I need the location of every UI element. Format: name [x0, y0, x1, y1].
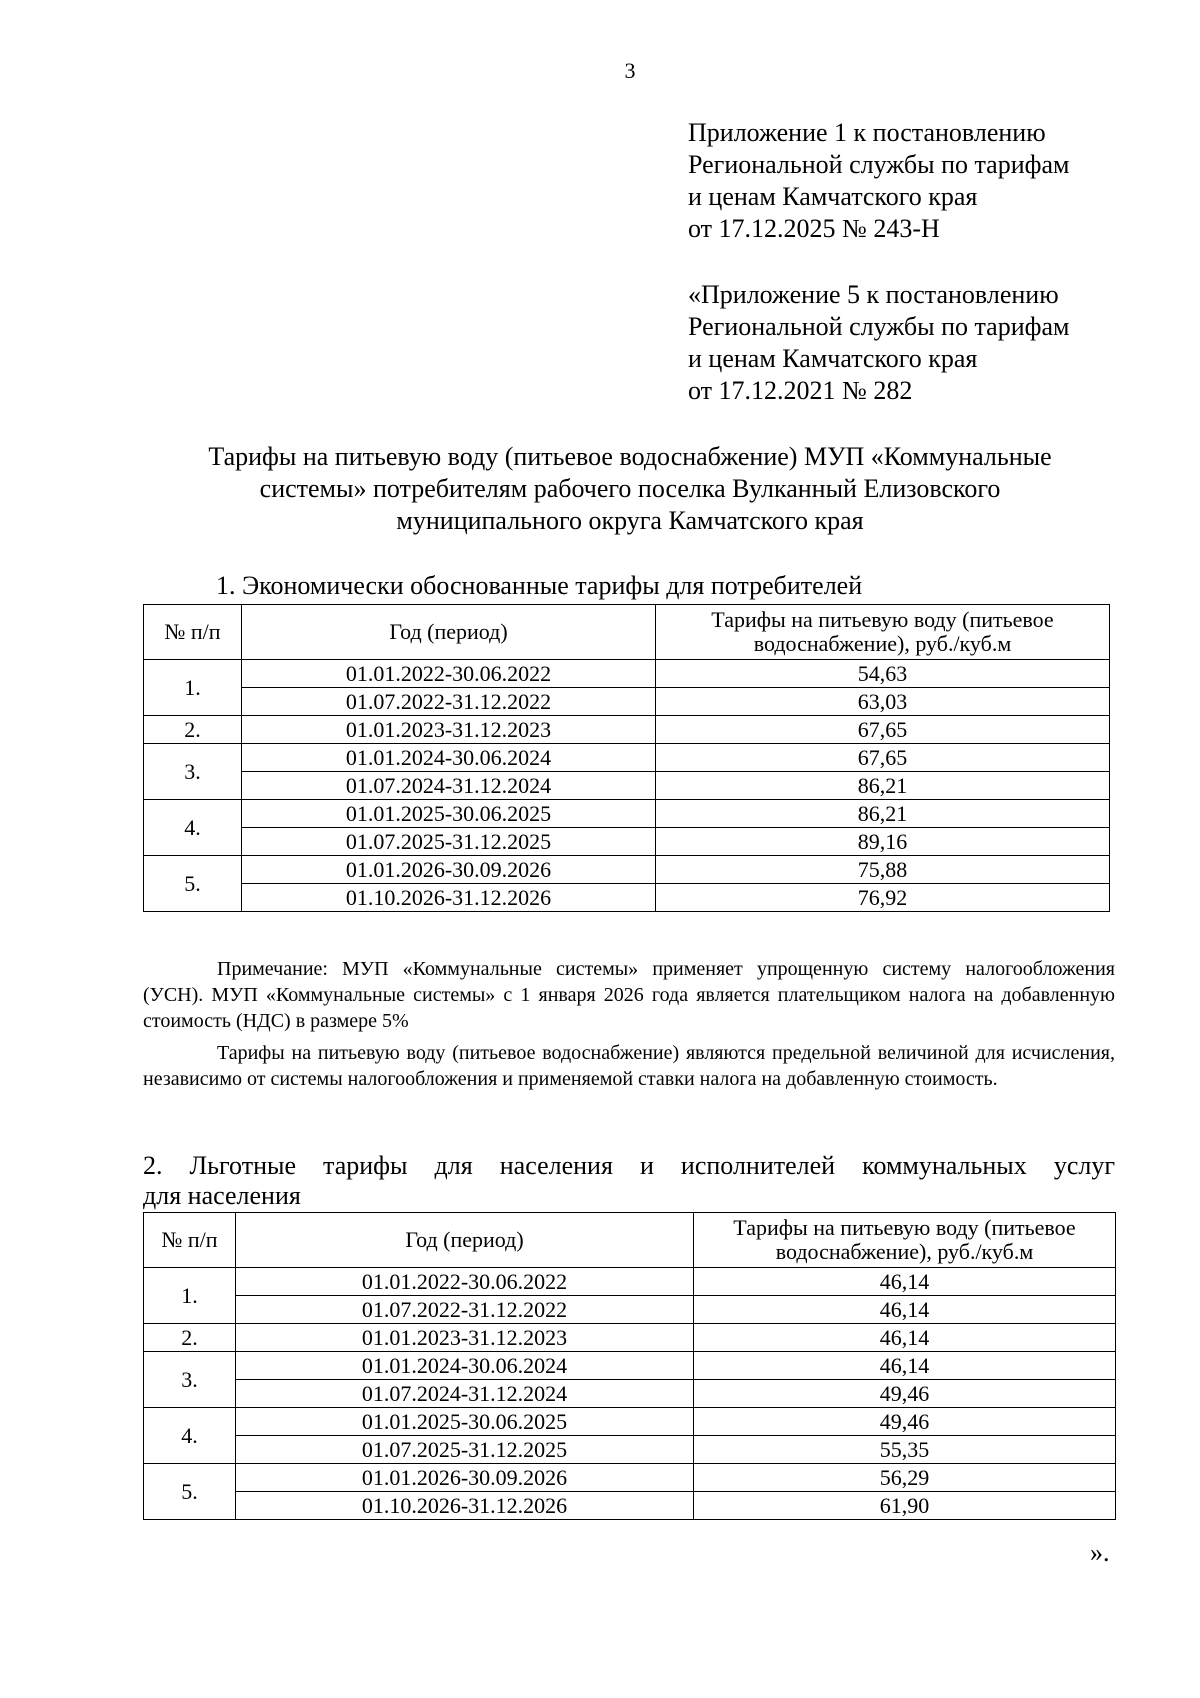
table-row — [144, 1380, 1116, 1408]
table-row — [144, 884, 1110, 912]
col-header-period: Год (период) — [236, 1213, 694, 1268]
row-period: 01.01.2023-31.12.2023 — [242, 716, 656, 744]
appendix-5-line: «Приложение 5 к постановлению — [688, 280, 1059, 309]
row-value: 86,21 — [656, 772, 1110, 800]
table-row — [144, 800, 1110, 828]
row-value: 76,92 — [656, 884, 1110, 912]
economic-tariffs-table — [143, 604, 1110, 912]
table-header-row — [144, 605, 1110, 660]
table-row — [144, 744, 1110, 772]
row-period: 01.01.2026-30.09.2026 — [242, 856, 656, 884]
row-value: 63,03 — [656, 688, 1110, 716]
row-value: 46,14 — [694, 1296, 1116, 1324]
note-paragraph-2: Тарифы на питьевую воду (питьевое водоснабжение) являются предельной величиной для исчисления, независимо от системы налогообложения и применяемой ставки налога на добавленную стоимость. — [143, 1042, 1115, 1090]
row-value: 54,63 — [656, 660, 1110, 688]
col-header-tariff-line: водоснабжение), руб./куб.м — [753, 631, 1012, 656]
col-header-tariff — [656, 605, 1110, 660]
table-row — [144, 1296, 1116, 1324]
col-header-tariff-line: Тарифы на питьевую воду (питьевое — [733, 1215, 1076, 1240]
row-period: 01.01.2024-30.06.2024 — [242, 744, 656, 772]
appendix-5-line: от 17.12.2021 № 282 — [688, 376, 913, 405]
row-value: 89,16 — [656, 828, 1110, 856]
note-paragraph-1: Примечание: МУП «Коммунальные системы» применяет упрощенную систему налогообложения (УСН). МУП «Коммунальные системы» с 1 января 2026 года является плательщиком налога на добавленную стоимость (НДС) в размере 5% — [143, 958, 1115, 1032]
section-2-heading: 2. Льготные тарифы для населения и исполнителей коммунальных услуг — [143, 1151, 1115, 1180]
document-title — [140, 441, 1120, 537]
row-num: 1. — [144, 1268, 236, 1324]
table-row — [144, 1352, 1116, 1380]
row-period: 01.01.2025-30.06.2025 — [242, 800, 656, 828]
appendix-1-line: Приложение 1 к постановлению — [688, 118, 1046, 147]
row-value: 61,90 — [694, 1492, 1116, 1520]
row-period: 01.01.2022-30.06.2022 — [236, 1268, 694, 1296]
title-line: муниципального округа Камчатского края — [396, 506, 864, 535]
row-num: 4. — [144, 1408, 236, 1464]
appendix-5-line: Региональной службы по тарифам — [688, 312, 1070, 341]
table-row — [144, 1268, 1116, 1296]
title-line: Тарифы на питьевую воду (питьевое водоснабжение) МУП «Коммунальные — [208, 442, 1052, 471]
row-value: 46,14 — [694, 1352, 1116, 1380]
table-row — [144, 772, 1110, 800]
table-header-row — [144, 1213, 1116, 1268]
row-value: 56,29 — [694, 1464, 1116, 1492]
row-num: 4. — [144, 800, 242, 856]
section-1-heading: 1. Экономически обоснованные тарифы для потребителей — [216, 571, 863, 600]
preferential-tariffs-table — [143, 1212, 1116, 1520]
row-period: 01.07.2024-31.12.2024 — [236, 1380, 694, 1408]
appendix-1-line: от 17.12.2025 № 243-Н — [688, 214, 940, 243]
table-row — [144, 856, 1110, 884]
row-value: 86,21 — [656, 800, 1110, 828]
row-period: 01.01.2025-30.06.2025 — [236, 1408, 694, 1436]
appendix-1-header — [688, 117, 1069, 245]
col-header-num: № п/п — [144, 1213, 236, 1268]
closing-quote: ». — [1090, 1538, 1110, 1567]
table-row — [144, 1324, 1116, 1352]
table-row — [144, 688, 1110, 716]
row-period: 01.01.2024-30.06.2024 — [236, 1352, 694, 1380]
col-header-tariff — [694, 1213, 1116, 1268]
row-num: 2. — [144, 1324, 236, 1352]
row-period: 01.07.2025-31.12.2025 — [242, 828, 656, 856]
table-row — [144, 1408, 1116, 1436]
row-value: 46,14 — [694, 1324, 1116, 1352]
appendix-5-line: и ценам Камчатского края — [688, 344, 978, 373]
table-row — [144, 1436, 1116, 1464]
row-value: 75,88 — [656, 856, 1110, 884]
row-value: 46,14 — [694, 1268, 1116, 1296]
col-header-period: Год (период) — [242, 605, 656, 660]
table-row — [144, 1492, 1116, 1520]
table-row — [144, 1464, 1116, 1492]
row-period: 01.07.2022-31.12.2022 — [236, 1296, 694, 1324]
row-value: 67,65 — [656, 716, 1110, 744]
row-num: 3. — [144, 744, 242, 800]
row-num: 5. — [144, 856, 242, 912]
table-row — [144, 716, 1110, 744]
row-period: 01.07.2024-31.12.2024 — [242, 772, 656, 800]
appendix-1-line: Региональной службы по тарифам — [688, 150, 1070, 179]
col-header-num: № п/п — [144, 605, 242, 660]
row-num: 1. — [144, 660, 242, 716]
row-value: 67,65 — [656, 744, 1110, 772]
row-value: 55,35 — [694, 1436, 1116, 1464]
col-header-tariff-line: Тарифы на питьевую воду (питьевое — [711, 607, 1054, 632]
row-num: 3. — [144, 1352, 236, 1408]
row-period: 01.10.2026-31.12.2026 — [242, 884, 656, 912]
row-period: 01.07.2022-31.12.2022 — [242, 688, 656, 716]
table-row — [144, 828, 1110, 856]
row-period: 01.10.2026-31.12.2026 — [236, 1492, 694, 1520]
col-header-tariff-line: водоснабжение), руб./куб.м — [775, 1239, 1034, 1264]
appendix-5-header — [688, 279, 1069, 407]
title-line: системы» потребителям рабочего поселка Вулканный Елизовского — [259, 474, 1001, 503]
appendix-1-line: и ценам Камчатского края — [688, 182, 978, 211]
row-value: 49,46 — [694, 1408, 1116, 1436]
row-period: 01.01.2022-30.06.2022 — [242, 660, 656, 688]
row-num: 5. — [144, 1464, 236, 1520]
row-period: 01.01.2026-30.09.2026 — [236, 1464, 694, 1492]
row-value: 49,46 — [694, 1380, 1116, 1408]
section-2-heading-continued: для населения — [143, 1181, 301, 1210]
row-period: 01.07.2025-31.12.2025 — [236, 1436, 694, 1464]
table-row — [144, 660, 1110, 688]
row-period: 01.01.2023-31.12.2023 — [236, 1324, 694, 1352]
page-number: 3 — [624, 58, 636, 83]
row-num: 2. — [144, 716, 242, 744]
